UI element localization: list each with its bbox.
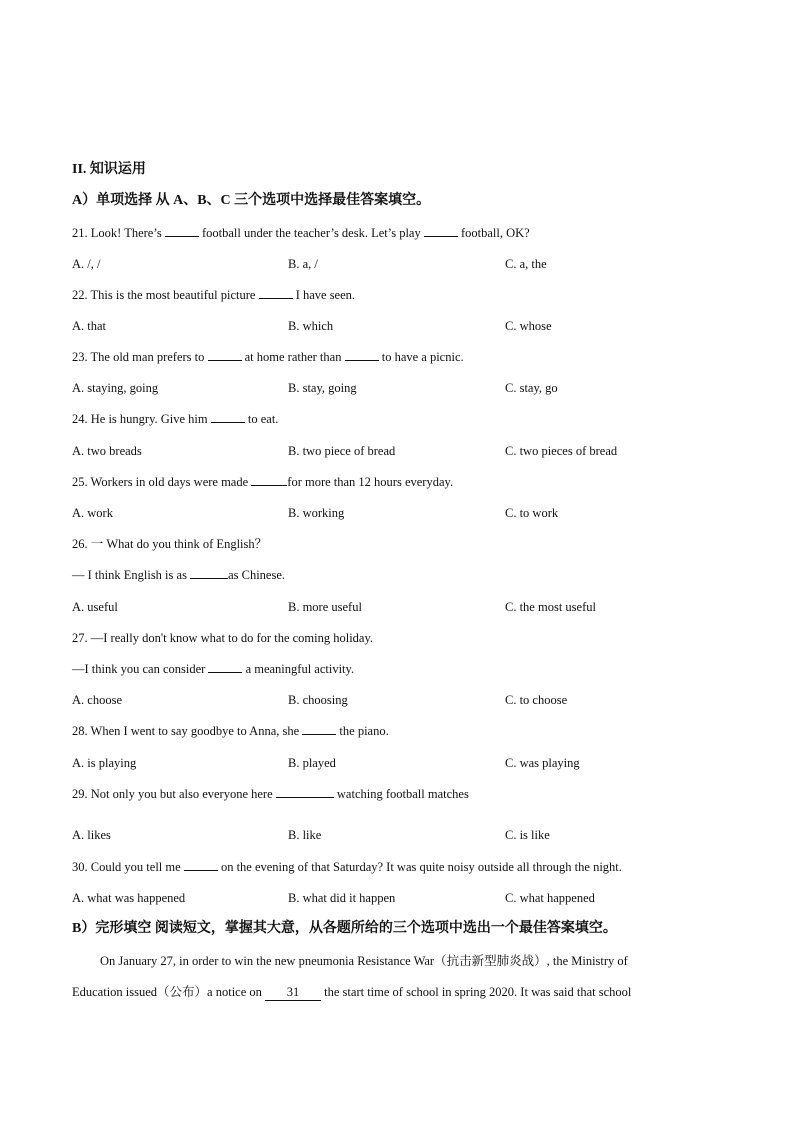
answer-blank xyxy=(184,859,218,871)
option-b: B. which xyxy=(288,319,334,333)
answer-blank xyxy=(424,225,458,237)
question-24-stem: 24. He is hungry. Give him to eat. xyxy=(72,412,279,426)
answer-blank xyxy=(302,723,336,735)
question-23-stem: 23. The old man prefers to at home rather than to have a picnic. xyxy=(72,350,464,364)
section-title: II. 知识运用 xyxy=(72,162,146,177)
option-c: C. two pieces of bread xyxy=(505,444,618,458)
option-c: C. to choose xyxy=(505,693,568,707)
option-c: C. what happened xyxy=(505,891,595,905)
option-b: B. choosing xyxy=(288,693,348,707)
passage-line-1: On January 27, in order to win the new pneumonia Resistance War（抗击新型肺炎战）, the Ministry of xyxy=(100,954,628,968)
option-a: A. likes xyxy=(72,828,111,842)
option-b: B. played xyxy=(288,756,336,770)
question-29-stem: 29. Not only you but also everyone here watching football matches xyxy=(72,787,469,801)
question-22-stem: 22. This is the most beautiful picture I have seen. xyxy=(72,288,356,302)
option-b: B. stay, going xyxy=(288,381,357,395)
answer-blank xyxy=(165,225,199,237)
passage-line-2: Education issued（公布）a notice on 31 the start time of school in spring 2020. It was said that school xyxy=(72,985,632,999)
option-c: C. whose xyxy=(505,319,552,333)
question-26-reply: — I think English is as as Chinese. xyxy=(72,568,285,582)
question-27-stem: 27. —I really don't know what to do for the coming holiday. xyxy=(72,631,374,645)
cloze-blank-31: 31 xyxy=(265,984,321,1001)
option-a: A. /, / xyxy=(72,257,101,271)
option-c: C. was playing xyxy=(505,756,580,770)
option-b: B. what did it happen xyxy=(288,891,396,905)
answer-blank xyxy=(345,349,379,361)
question-27-reply: —I think you can consider a meaningful activity. xyxy=(72,662,355,676)
answer-blank xyxy=(190,567,228,579)
option-b: B. like xyxy=(288,828,322,842)
option-b: B. a, / xyxy=(288,257,318,271)
option-a: A. two breads xyxy=(72,444,142,458)
option-c: C. to work xyxy=(505,506,559,520)
option-c: C. is like xyxy=(505,828,550,842)
option-a: A. work xyxy=(72,506,113,520)
answer-blank xyxy=(276,786,334,798)
option-c: C. a, the xyxy=(505,257,547,271)
option-a: A. useful xyxy=(72,600,118,614)
part-a-heading: A）单项选择 从 A、B、C 三个选项中选择最佳答案填空。 xyxy=(72,193,431,208)
option-b: B. more useful xyxy=(288,600,362,614)
option-a: A. choose xyxy=(72,693,122,707)
answer-blank xyxy=(211,411,245,423)
part-b-heading: B）完形填空 阅读短文，掌握其大意，从各题所给的三个选项中选出一个最佳答案填空。 xyxy=(72,921,617,936)
answer-blank xyxy=(208,661,242,673)
question-26-stem: 26. 一 What do you think of English？ xyxy=(72,537,268,551)
option-b: B. two piece of bread xyxy=(288,444,396,458)
answer-blank xyxy=(208,349,242,361)
question-30-stem: 30. Could you tell me on the evening of that Saturday? It was quite noisy outside all through the night. xyxy=(72,860,622,874)
question-21-stem: 21. Look! There’s football under the teacher’s desk. Let’s play football, OK? xyxy=(72,226,530,240)
option-a: A. is playing xyxy=(72,756,137,770)
option-a: A. that xyxy=(72,319,107,333)
option-b: B. working xyxy=(288,506,345,520)
question-28-stem: 28. When I went to say goodbye to Anna, she the piano. xyxy=(72,724,389,738)
answer-blank xyxy=(259,287,293,299)
option-a: A. staying, going xyxy=(72,381,159,395)
option-a: A. what was happened xyxy=(72,891,186,905)
option-c: C. the most useful xyxy=(505,600,596,614)
question-25-stem: 25. Workers in old days were made for more than 12 hours everyday. xyxy=(72,475,454,489)
answer-blank xyxy=(251,474,287,486)
option-c: C. stay, go xyxy=(505,381,558,395)
